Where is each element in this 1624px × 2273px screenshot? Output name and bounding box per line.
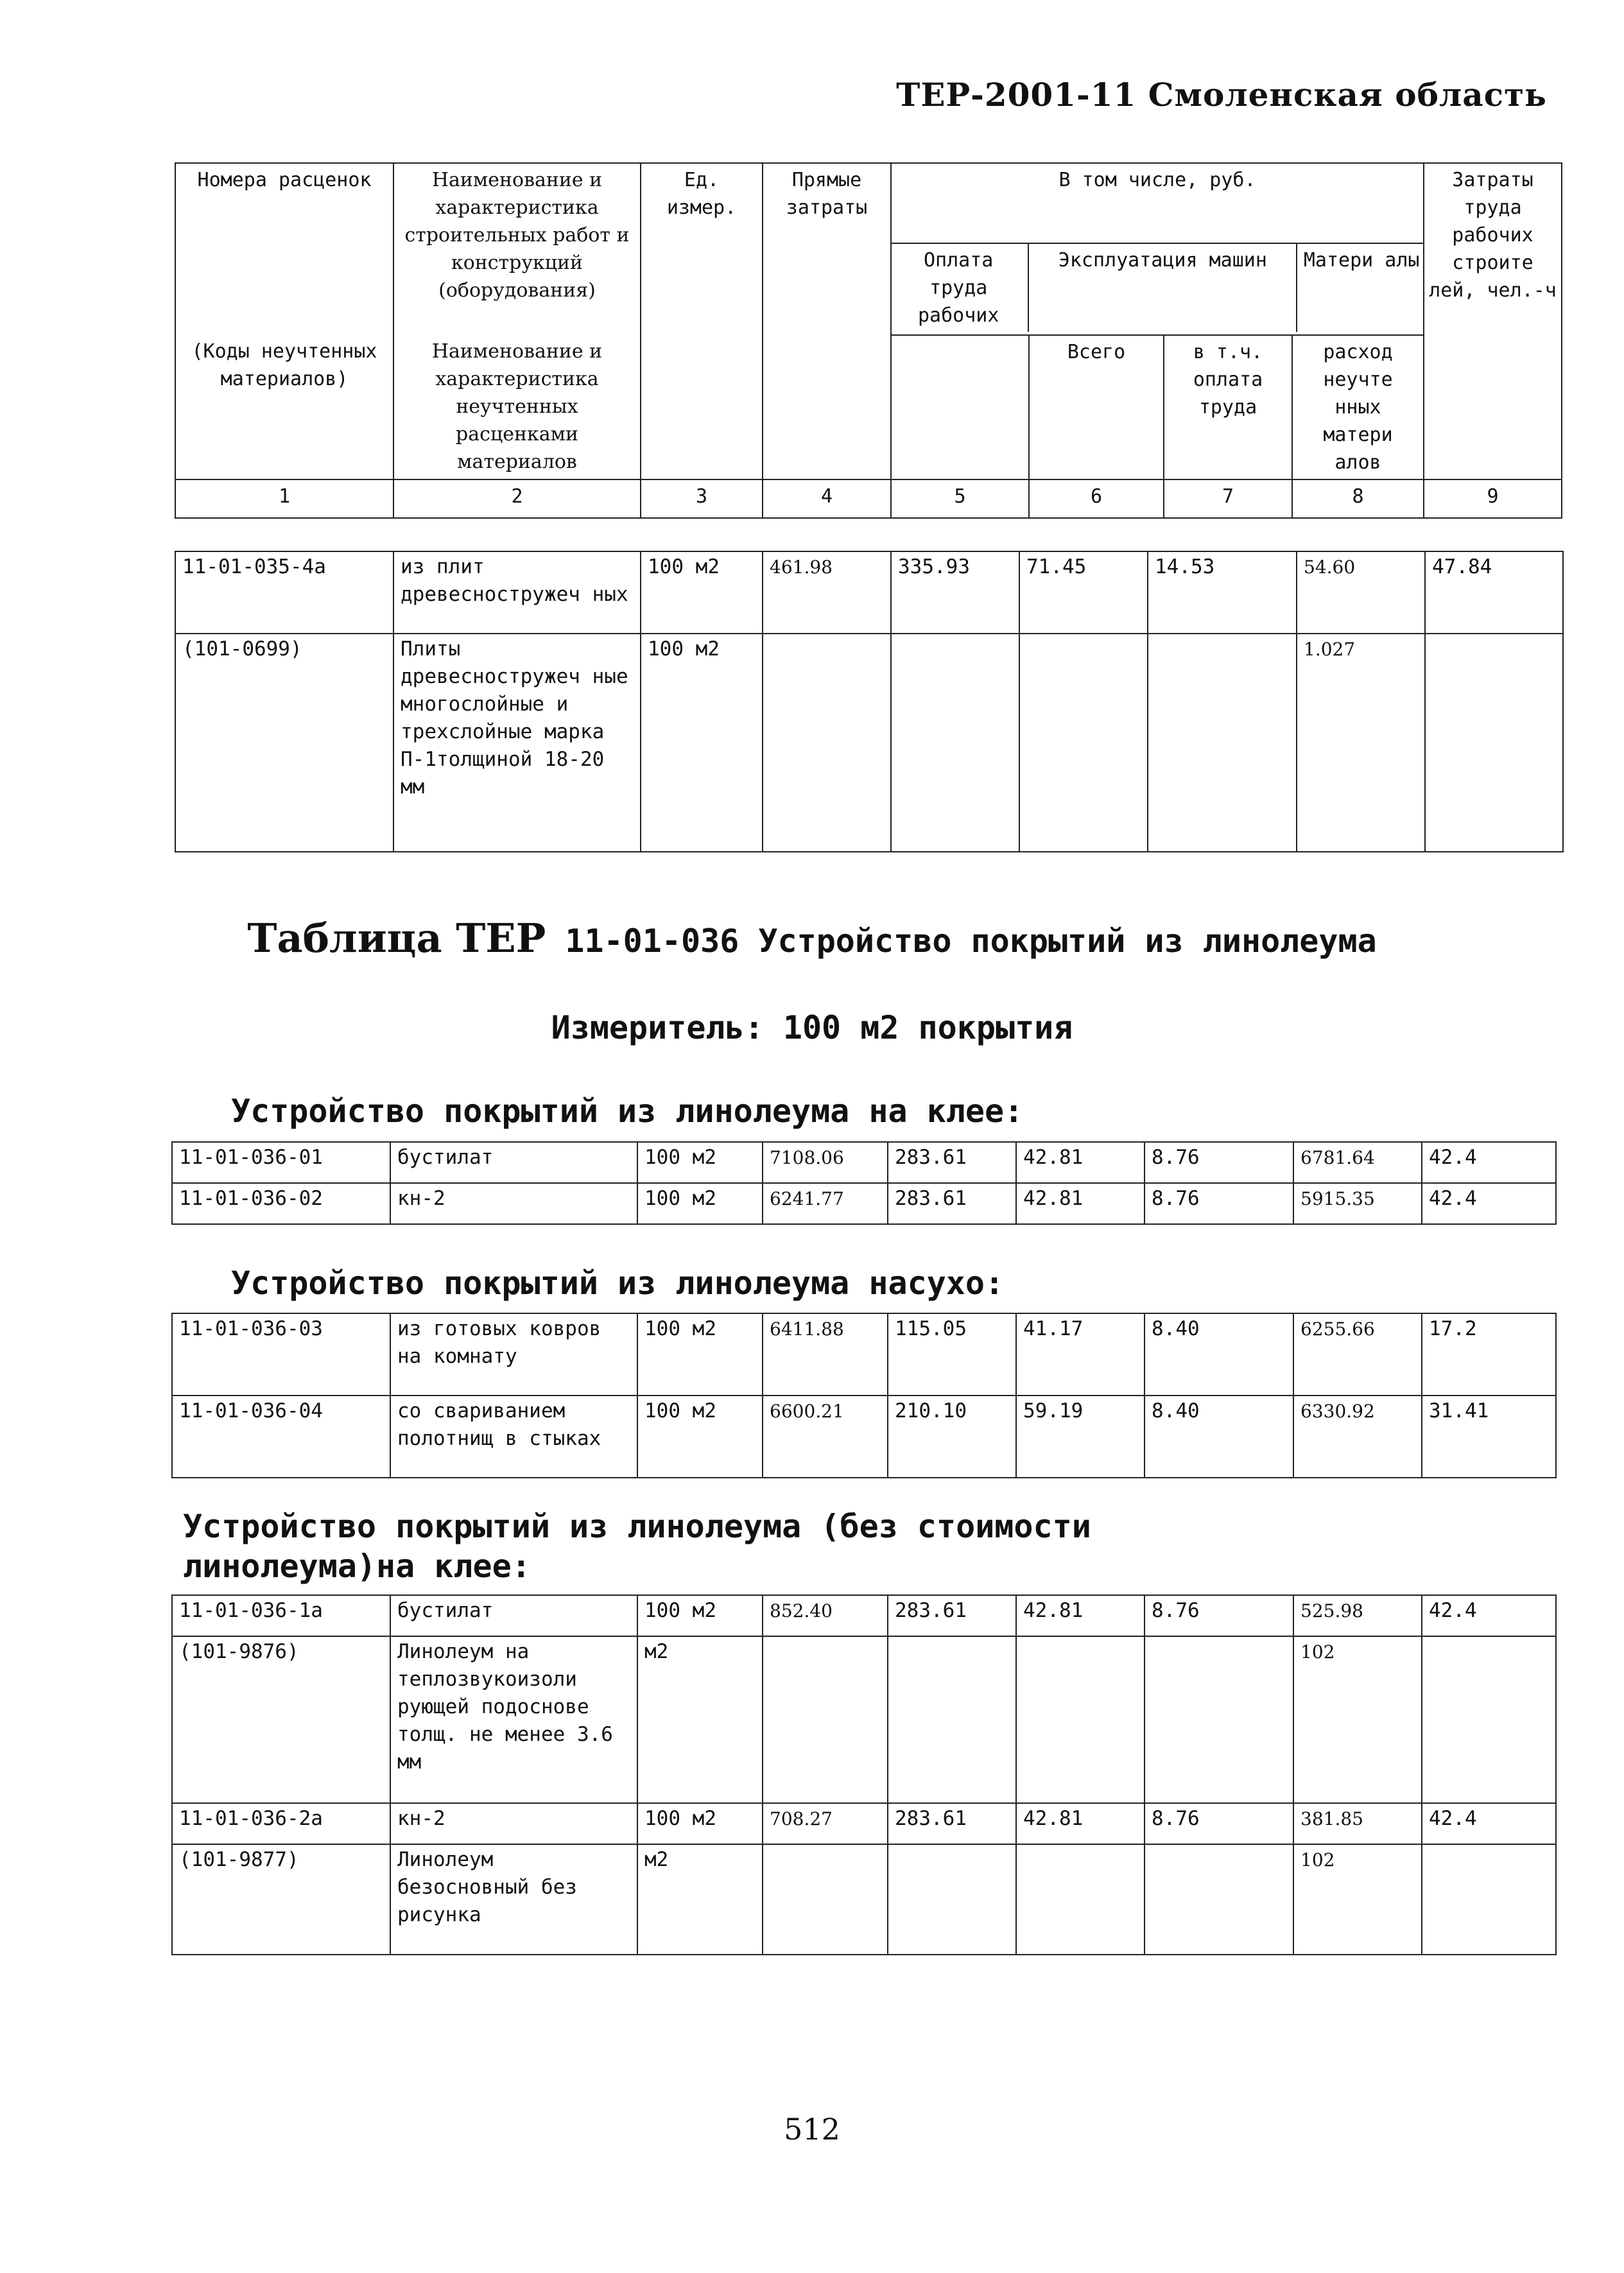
rate-name: из готовых ковров на комнату [390,1313,637,1396]
rate-materials: 102 [1293,1844,1422,1955]
rate-machines-pay: 14.53 [1148,551,1297,634]
rate-materials: 6330.92 [1293,1396,1422,1478]
column-number: 1 [175,480,393,518]
header-incl-label: В том числе, руб. [1058,169,1256,191]
rate-name: кн-2 [390,1803,637,1844]
header-labor-pay-cont [891,335,1029,480]
table-row [172,1313,1556,1396]
section-title-line: линолеума)на клее: [183,1548,531,1585]
rate-direct [763,1844,888,1955]
column-number: 3 [641,480,763,518]
rate-machines [1016,1844,1145,1955]
rate-code: (101-9877) [172,1844,390,1955]
header-name-sub: Наименование и характеристика неучтенных расценками материалов [393,335,641,480]
column-header-table [175,162,1562,519]
rate-unit: м2 [637,1636,763,1803]
rate-machines: 42.81 [1016,1803,1145,1844]
rate-code: 11-01-036-2а [172,1803,390,1844]
document-header: ТЕР-2001-11 Смоленская область [896,76,1547,114]
rate-unit: 100 м2 [637,1142,763,1183]
rate-labor-pay: 210.10 [888,1396,1016,1478]
rate-materials: 54.60 [1297,551,1425,634]
rate-code: 11-01-036-01 [172,1142,390,1183]
rate-name: Линолеум безосновный без рисунка [390,1844,637,1955]
rate-labor [1422,1636,1556,1803]
rate-code: 11-01-036-1а [172,1595,390,1636]
rate-machines-pay [1148,634,1297,852]
rate-code: 11-01-036-03 [172,1313,390,1396]
rate-labor-pay: 283.61 [888,1142,1016,1183]
rate-labor-pay: 283.61 [888,1595,1016,1636]
rate-machines: 42.81 [1016,1595,1145,1636]
rate-unit: 100 м2 [637,1803,763,1844]
rate-unit: 100 м2 [641,634,763,852]
rate-direct: 708.27 [763,1803,888,1844]
rate-machines: 59.19 [1016,1396,1145,1478]
table-title-text: 11-01-036 Устройство покрытий из линолеума [565,922,1377,960]
rate-machines: 41.17 [1016,1313,1145,1396]
rate-machines: 42.81 [1016,1142,1145,1183]
column-number: 6 [1029,480,1164,518]
rate-machines-pay: 8.76 [1145,1142,1293,1183]
rate-labor [1425,634,1563,852]
rate-direct: 6411.88 [763,1313,888,1396]
table-title-prefix: Таблица ТЕР [247,915,546,962]
rate-name: бустилат [390,1595,637,1636]
rate-name: Линолеум на теплозвукоизоли рующей подоснове толщ. не менее 3.6 мм [390,1636,637,1803]
table-title [0,915,1624,962]
rate-materials: 6255.66 [1293,1313,1422,1396]
rate-unit: 100 м2 [637,1396,763,1478]
rate-labor-pay [888,1636,1016,1803]
column-number: 2 [393,480,641,518]
section-title [183,1507,1091,1586]
rate-direct: 7108.06 [763,1142,888,1183]
header-direct: Прямые затраты [763,163,891,480]
header-machines: Эксплуатация машин [1028,243,1297,332]
rate-direct: 6241.77 [763,1183,888,1224]
column-number: 5 [891,480,1029,518]
rate-name: со свариванием полотнищ в стыках [390,1396,637,1478]
rate-labor: 17.2 [1422,1313,1556,1396]
table-row [175,551,1563,634]
rate-machines-pay [1145,1844,1293,1955]
rates-table-section-2 [171,1313,1557,1478]
rate-labor: 42.4 [1422,1595,1556,1636]
rates-table-035 [175,551,1564,852]
header-materials: Матери алы [1297,243,1424,332]
table-row [172,1183,1556,1224]
rate-unit: 100 м2 [637,1595,763,1636]
header-materials-sub: расход неучте нных матери алов [1292,335,1424,480]
rate-machines: 42.81 [1016,1183,1145,1224]
rate-materials: 525.98 [1293,1595,1422,1636]
rate-name: Плиты древесностружеч ные многослойные и трехслойные марка П-1толщиной 18-20 мм [393,634,641,852]
rate-name: бустилат [390,1142,637,1183]
table-row [172,1595,1556,1636]
rate-direct: 852.40 [763,1595,888,1636]
header-machines-total: Всего [1029,335,1164,480]
header-codes: Номера расценок [175,163,393,335]
page-number: 512 [784,2112,840,2147]
rates-table-section-3 [171,1595,1557,1955]
rate-labor: 47.84 [1425,551,1563,634]
rate-labor: 42.4 [1422,1803,1556,1844]
rate-labor: 42.4 [1422,1142,1556,1183]
rate-name: из плит древесностружеч ных [393,551,641,634]
rate-labor-pay: 283.61 [888,1803,1016,1844]
rate-machines-pay: 8.40 [1145,1396,1293,1478]
rate-machines [1019,634,1148,852]
header-labor: Затраты труда рабочих строите лей, чел.-ч [1424,163,1562,480]
rate-direct: 6600.21 [763,1396,888,1478]
rate-machines-pay: 8.76 [1145,1183,1293,1224]
rates-table-section-1 [171,1141,1557,1225]
rate-labor-pay [891,634,1019,852]
rate-labor-pay: 283.61 [888,1183,1016,1224]
column-number: 8 [1292,480,1424,518]
column-number: 7 [1164,480,1292,518]
rate-machines-pay [1145,1636,1293,1803]
rate-labor-pay: 115.05 [888,1313,1016,1396]
rate-labor [1422,1844,1556,1955]
rate-machines-pay: 8.76 [1145,1595,1293,1636]
column-number: 9 [1424,480,1562,518]
section-title-line: Устройство покрытий из линолеума (без стоимости [183,1508,1091,1545]
header-incl [891,163,1424,335]
rate-unit: 100 м2 [641,551,763,634]
rate-unit: 100 м2 [637,1313,763,1396]
rate-labor: 31.41 [1422,1396,1556,1478]
rate-materials: 1.027 [1297,634,1425,852]
rate-code: (101-9876) [172,1636,390,1803]
header-name: Наименование и характеристика строительных работ и конструкций (оборудования) [393,163,641,335]
column-number: 4 [763,480,891,518]
rate-machines-pay: 8.76 [1145,1803,1293,1844]
table-row [175,634,1563,852]
rate-unit: 100 м2 [637,1183,763,1224]
header-labor-pay: Оплата труда рабочих [891,243,1028,332]
rate-machines [1016,1636,1145,1803]
rate-name: кн-2 [390,1183,637,1224]
rate-machines-pay: 8.40 [1145,1313,1293,1396]
rate-materials: 102 [1293,1636,1422,1803]
table-row [172,1844,1556,1955]
measure-unit: Измеритель: 100 м2 покрытия [551,1009,1073,1046]
header-machines-pay: в т.ч. оплата труда [1164,335,1292,480]
header-unit: Ед. измер. [641,163,763,480]
rate-direct [763,1636,888,1803]
rate-code: (101-0699) [175,634,393,852]
table-row [172,1636,1556,1803]
table-row [172,1142,1556,1183]
section-title: Устройство покрытий из линолеума насухо: [231,1265,1005,1302]
section-title: Устройство покрытий из линолеума на клее: [231,1093,1024,1130]
rate-machines: 71.45 [1019,551,1148,634]
rate-labor-pay [888,1844,1016,1955]
rate-labor: 42.4 [1422,1183,1556,1224]
rate-unit: м2 [637,1844,763,1955]
rate-direct [763,634,891,852]
rate-code: 11-01-035-4а [175,551,393,634]
table-row [172,1396,1556,1478]
rate-materials: 5915.35 [1293,1183,1422,1224]
rate-code: 11-01-036-04 [172,1396,390,1478]
rate-materials: 381.85 [1293,1803,1422,1844]
rate-materials: 6781.64 [1293,1142,1422,1183]
rate-labor-pay: 335.93 [891,551,1019,634]
header-codes-sub: (Коды неучтенных материалов) [175,335,393,480]
rate-code: 11-01-036-02 [172,1183,390,1224]
table-row [172,1803,1556,1844]
rate-direct: 461.98 [763,551,891,634]
